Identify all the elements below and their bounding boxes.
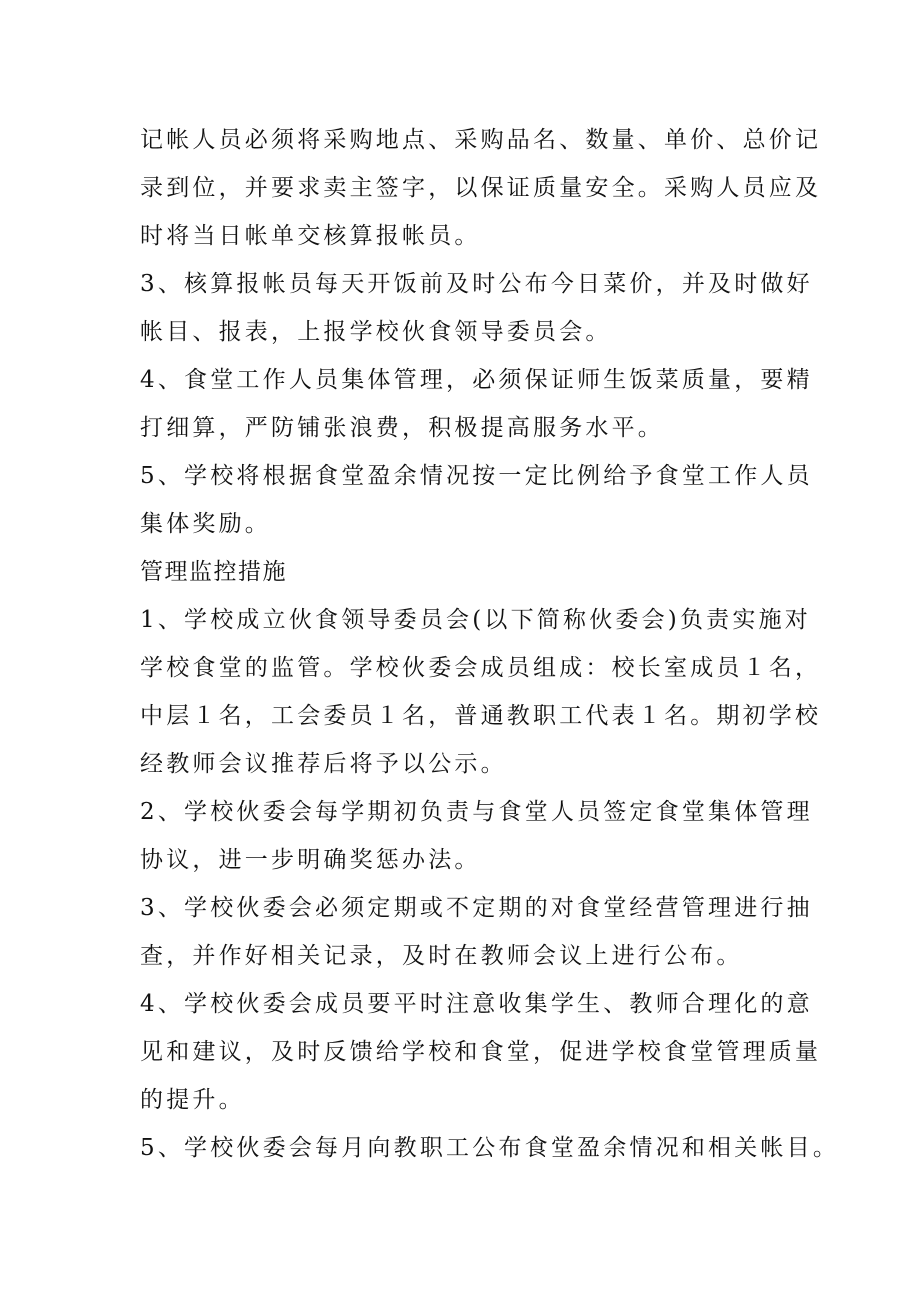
paragraph-monitor-1 — [140, 596, 822, 788]
section-heading — [140, 548, 800, 596]
paragraph-purchase-records — [140, 116, 822, 260]
text-line: 记帐人员必须将采购地点、采购品名、数量、单价、总价记 — [140, 127, 822, 153]
text-line: 经教师会议推荐后将予以公示。 — [140, 751, 507, 777]
text-line: 见和建议，及时反馈给学校和食堂，促进学校食堂管理质量 — [140, 1039, 822, 1065]
text-line: 3、学校伙委会必须定期或不定期的对食堂经营管理进行抽 — [140, 895, 813, 921]
text-line: 打细算，严防铺张浪费，积极提高服务水平。 — [140, 415, 664, 441]
paragraph-monitor-4 — [140, 980, 822, 1124]
paragraph-item-4-staff — [140, 356, 813, 452]
text-line: 学校食堂的监管。学校伙委会成员组成：校长室成员１名， — [140, 655, 822, 681]
text-line: 4、食堂工作人员集体管理，必须保证师生饭菜质量，要精 — [140, 367, 813, 393]
text-line: 录到位，并要求卖主签字，以保证质量安全。采购人员应及 — [140, 175, 822, 201]
text-line: 时将当日帐单交核算报帐员。 — [140, 223, 481, 249]
paragraph-monitor-2 — [140, 788, 813, 884]
text-line: 帐目、报表，上报学校伙食领导委员会。 — [140, 319, 612, 345]
paragraph-item-3-pricing — [140, 260, 813, 356]
paragraph-monitor-5 — [140, 1124, 840, 1172]
text-line: 5、学校伙委会每月向教职工公布食堂盈余情况和相关帐目。 — [140, 1135, 840, 1161]
text-line: 中层１名，工会委员１名，普通教职工代表１名。期初学校 — [140, 703, 822, 729]
text-line: 3、核算报帐员每天开饭前及时公布今日菜价，并及时做好 — [140, 271, 813, 297]
paragraph-monitor-3 — [140, 884, 813, 980]
document-body — [140, 116, 840, 1172]
text-line: 2、学校伙委会每学期初负责与食堂人员签定食堂集体管理 — [140, 799, 813, 825]
text-line: 的提升。 — [140, 1087, 245, 1113]
text-line: 查，并作好相关记录，及时在教师会议上进行公布。 — [140, 943, 743, 969]
text-line: 集体奖励。 — [140, 511, 271, 537]
text-line: 4、学校伙委会成员要平时注意收集学生、教师合理化的意 — [140, 991, 813, 1017]
text-line: 协议，进一步明确奖惩办法。 — [140, 847, 481, 873]
section-heading-text: 管理监控措施 — [140, 559, 287, 585]
text-line: 5、学校将根据食堂盈余情况按一定比例给予食堂工作人员 — [140, 463, 813, 489]
text-line: 1、学校成立伙食领导委员会(以下简称伙委会)负责实施对 — [140, 607, 811, 633]
paragraph-item-5-reward — [140, 452, 813, 548]
